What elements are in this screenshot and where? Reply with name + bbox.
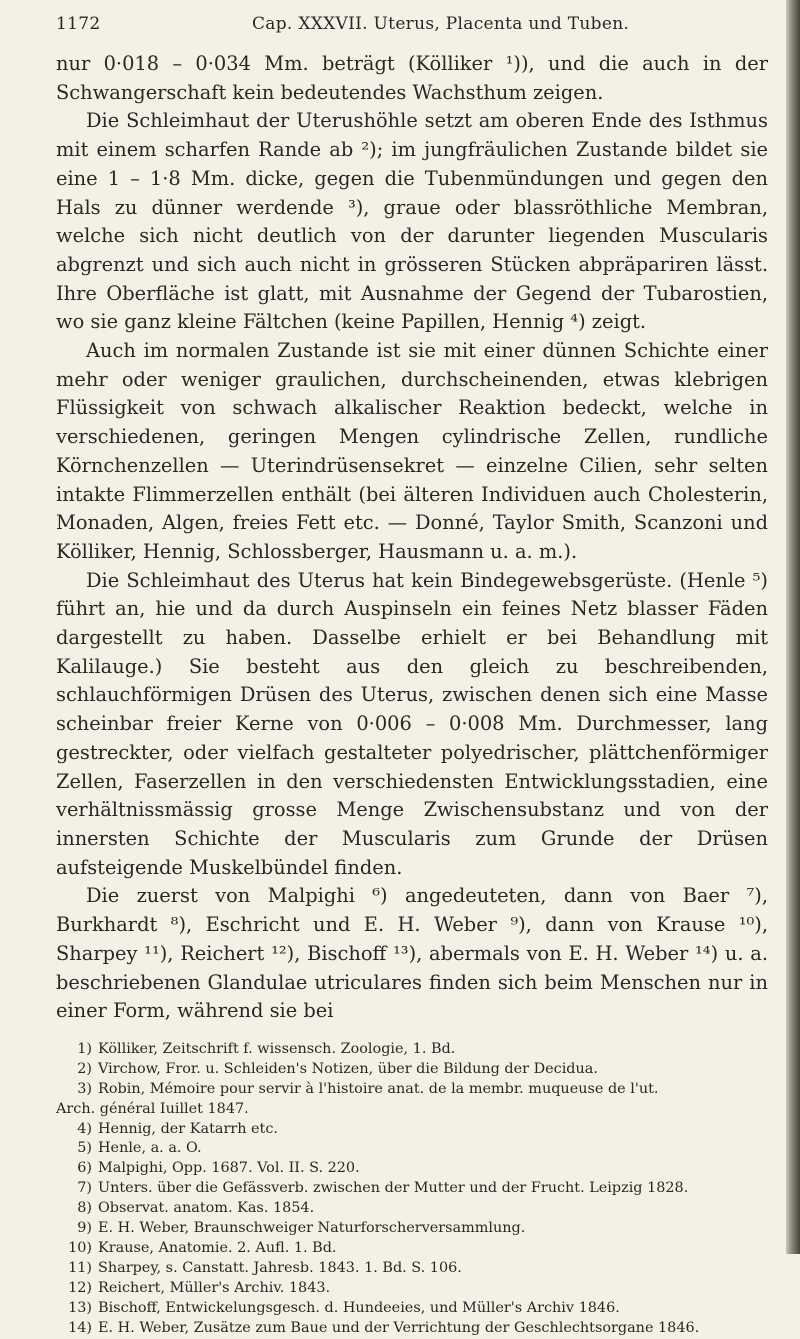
book-page [56, 10, 768, 1339]
footnotes [56, 1040, 768, 1339]
footnote-number: 10) [68, 1239, 92, 1256]
footnote [56, 1080, 768, 1100]
footnote [56, 1159, 768, 1179]
footnote [56, 1040, 768, 1060]
footnote-text: Observat. anatom. Kas. 1854. [98, 1200, 315, 1217]
page-number: 1172 [56, 14, 101, 34]
footnote [56, 1199, 768, 1219]
footnote-text: Virchow, Fror. u. Schleiden's Notizen, über die Bildung der Decidua. [98, 1060, 598, 1077]
footnote-number: 5) [77, 1140, 92, 1157]
footnote-text: Malpighi, Opp. 1687. Vol. II. S. 220. [98, 1160, 360, 1177]
footnote [56, 1319, 768, 1339]
footnote-number: 6) [77, 1160, 92, 1177]
footnote-text: Henle, a. a. O. [98, 1140, 202, 1157]
footnote [56, 1279, 768, 1299]
running-title: Cap. XXXVII. Uterus, Placenta und Tuben. [252, 14, 630, 34]
footnote-text: E. H. Weber, Braunschweiger Naturforscherversammlung. [98, 1220, 526, 1237]
footnote [56, 1239, 768, 1259]
footnote-text: Kölliker, Zeitschrift f. wissensch. Zoologie, 1. Bd. [98, 1040, 456, 1057]
footnote-number: 11) [68, 1259, 92, 1276]
paragraph-continuation: nur 0·018 – 0·034 Mm. beträgt (Kölliker ¹)), und die auch in der Schwangerschaft kein bedeutendes Wachsthum zeigen. [56, 52, 768, 104]
footnote-text: Hennig, der Katarrh etc. [98, 1120, 278, 1137]
paragraph-schleimhaut: Die Schleimhaut der Uterushöhle setzt am oberen Ende des Isthmus mit einem scharfen Rande ab ²); im jungfräulichen Zustande bildet sie eine 1 – 1·8 Mm. dicke, gegen die Tubenmündungen und gegen den Hals zu dünner werdende ³), graue oder blassröthliche Membran, welche sich nicht deutlich von der darunter liegenden Muscularis abgrenzt und sich auch nicht in grösseren Stücken abpräpariren lässt. Ihre Oberfläche ist glatt, mit Ausnahme der Gegend der Tubarostien, wo sie ganz kleine Fältchen (keine Papillen, Hennig ⁴) zeigt. [56, 109, 768, 334]
footnote-text: Arch. général Iuillet 1847. [56, 1100, 249, 1117]
footnote-number: 1) [77, 1040, 92, 1057]
paragraph-normal-state: Auch im normalen Zustande ist sie mit einer dünnen Schichte einer mehr oder weniger graulichen, durchscheinenden, etwas klebrigen Flüssigkeit von schwach alkalischer Reaktion bedeckt, welche in verschiedenen, geringen Mengen cylindrische Zellen, rundliche Körnchenzellen — Uterindrüsensekret — einzelne Cilien, sehr selten intakte Flimmerzellen enthält (bei älteren Individuen auch Cholesterin, Monaden, Algen, freies Fett etc. — Donné, Taylor Smith, Scanzoni und Kölliker, Hennig, Schlossberger, Hausmann u. a. m.). [56, 339, 768, 563]
paragraph-glandulae: Die zuerst von Malpighi ⁶) angedeuteten, dann von Baer ⁷), Burkhardt ⁸), Eschricht und E. H. Weber ⁹), dann von Krause ¹⁰), Sharpey ¹¹), Reichert ¹²), Bischoff ¹³), abermals von E. H. Weber ¹⁴) u. a. beschriebenen Glandulae utriculares finden sich beim Menschen nur in einer Form, während sie bei [56, 884, 768, 1023]
footnote-number: 2) [77, 1060, 92, 1077]
footnote-number: 9) [77, 1220, 92, 1237]
page-header [56, 10, 768, 44]
footnote-text: Robin, Mémoire pour servir à l'histoire anat. de la membr. muqueuse de l'ut. [98, 1080, 659, 1097]
body-text [56, 50, 768, 1026]
footnote-continuation [56, 1100, 768, 1120]
footnote-number: 4) [77, 1120, 92, 1137]
footnote-number: 14) [68, 1319, 92, 1336]
footnote [56, 1219, 768, 1239]
footnote [56, 1259, 768, 1279]
footnote-number: 12) [68, 1279, 92, 1296]
footnote-text: Bischoff, Entwickelungsgesch. d. Hundeeies, und Müller's Archiv 1846. [98, 1299, 620, 1316]
footnote-text: Unters. über die Gefässverb. zwischen der Mutter und der Frucht. Leipzig 1828. [98, 1180, 689, 1197]
footnote [56, 1060, 768, 1080]
paragraph-bindegewebe: Die Schleimhaut des Uterus hat kein Bindegewebsgerüste. (Henle ⁵) führt an, hie und da durch Auspinseln ein feines Netz blasser Fäden dargestellt zu haben. Dasselbe erhielt er bei Behandlung mit Kalilauge.) Sie besteht aus den gleich zu beschreibenden, schlauchförmigen Drüsen des Uterus, zwischen denen sich eine Masse scheinbar freier Kerne von 0·006 – 0·008 Mm. Durchmesser, lang gestreckter, oder vielfach gestalteter polyedrischer, plättchenförmiger Zellen, Faserzellen in den verschiedensten Entwicklungsstadien, eine verhältnissmässig grosse Menge Zwischensubstanz und von der innersten Schichte der Muscularis zum Grunde der Drüsen aufsteigende Muskelbündel finden. [56, 568, 768, 879]
footnote [56, 1139, 768, 1159]
footnote-text: E. H. Weber, Zusätze zum Baue und der Verrichtung der Geschlechtsorgane 1846. [98, 1319, 700, 1336]
footnote-number: 7) [77, 1180, 92, 1197]
page-edge-shadow [786, 0, 800, 1254]
footnote-text: Sharpey, s. Canstatt. Jahresb. 1843. 1. Bd. S. 106. [98, 1259, 462, 1276]
footnote-number: 13) [68, 1299, 92, 1316]
footnote-number: 8) [77, 1200, 92, 1217]
footnote-number: 3) [77, 1080, 92, 1097]
footnote-text: Krause, Anatomie. 2. Aufl. 1. Bd. [98, 1239, 337, 1256]
footnote-text: Reichert, Müller's Archiv. 1843. [98, 1279, 331, 1296]
footnote [56, 1299, 768, 1319]
footnote [56, 1120, 768, 1140]
footnote [56, 1179, 768, 1199]
